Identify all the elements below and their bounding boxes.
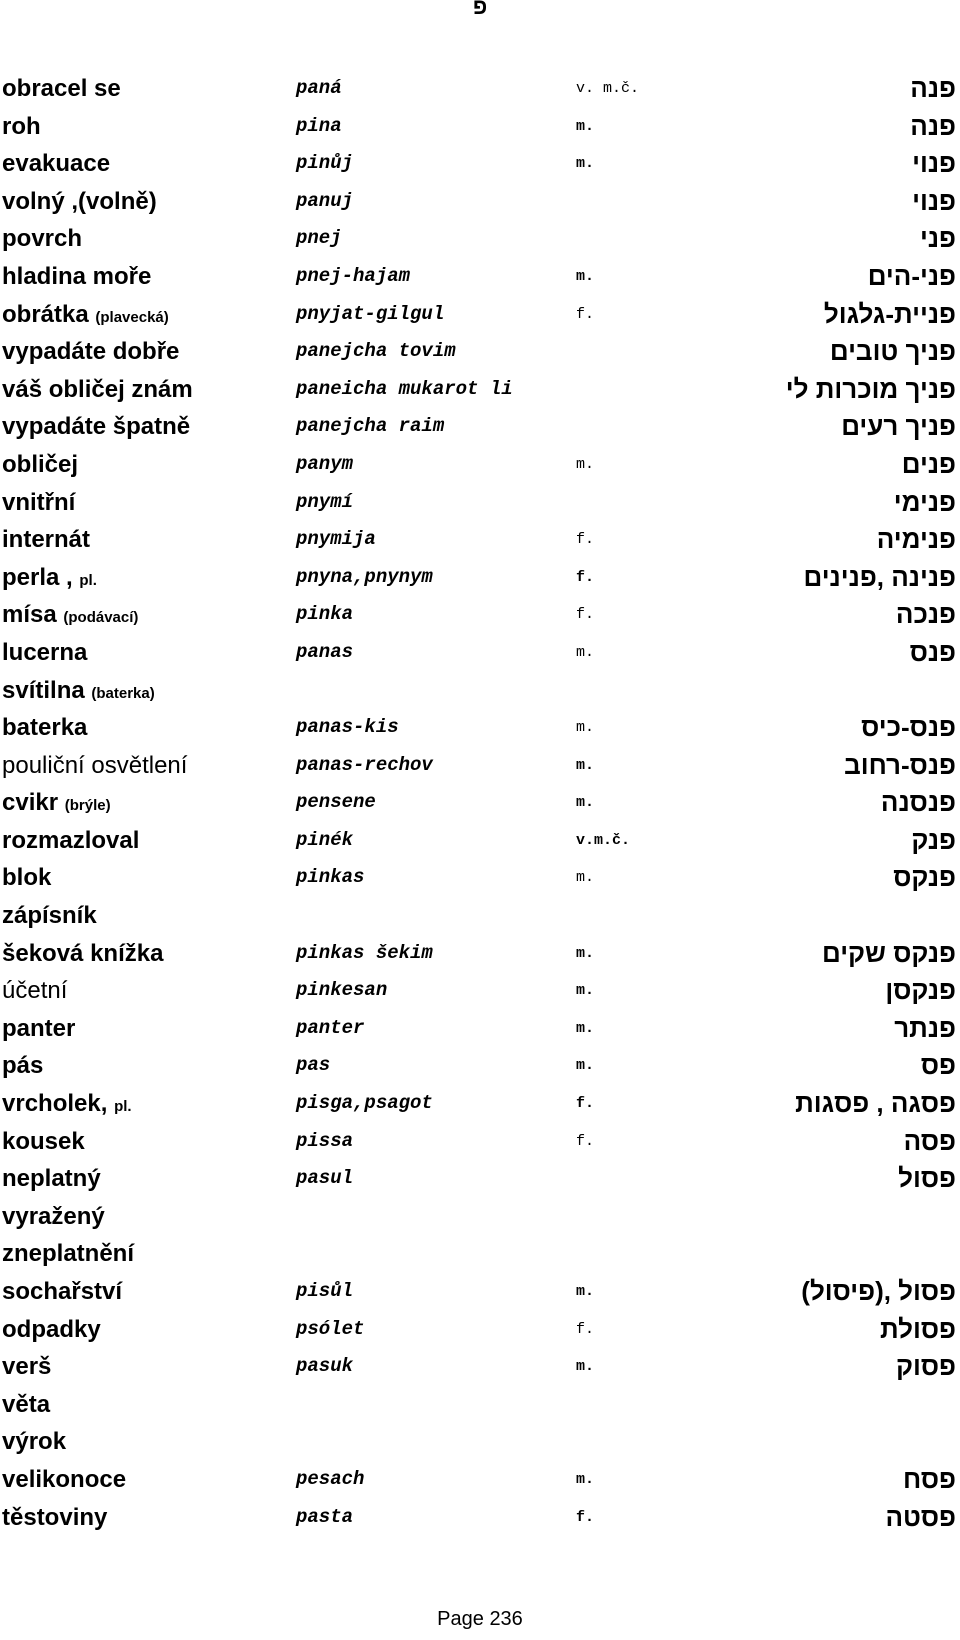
page-number: Page 236 xyxy=(437,1608,523,1630)
czech-term xyxy=(2,935,163,973)
czech-term xyxy=(2,1348,51,1386)
dictionary-entry xyxy=(0,1461,960,1499)
grammar-tag: f. xyxy=(576,568,595,586)
czech-term xyxy=(2,897,97,935)
czech-term-text: vypadáte dobře xyxy=(2,338,180,366)
czech-term-text: účetní xyxy=(2,977,68,1005)
hebrew-term: פנק xyxy=(911,824,956,855)
czech-term-text: internát xyxy=(2,526,91,554)
dictionary-entry xyxy=(0,1010,960,1048)
transliteration: pinkas xyxy=(296,866,365,889)
dictionary-entry xyxy=(0,408,960,446)
dictionary-entry xyxy=(0,822,960,860)
grammar-tag: m. xyxy=(576,1057,595,1075)
transliteration: pnyna,pnynym xyxy=(296,565,433,588)
grammar-tag: m. xyxy=(576,944,595,962)
grammar-tag: m. xyxy=(576,794,595,812)
czech-term-text: hladina moře xyxy=(2,262,152,290)
czech-term-text: blok xyxy=(2,864,52,892)
hebrew-term: פנוי xyxy=(912,148,956,179)
czech-term-text: pás xyxy=(2,1052,44,1080)
czech-term-text: cvikr xyxy=(2,789,59,817)
czech-term xyxy=(2,1499,107,1537)
dictionary-entry xyxy=(0,859,960,897)
dictionary-entry xyxy=(0,596,960,634)
dictionary-entry xyxy=(0,634,960,672)
czech-term xyxy=(2,1198,105,1236)
czech-term xyxy=(2,709,87,747)
czech-term xyxy=(2,1311,101,1349)
czech-term-text: roh xyxy=(2,112,41,140)
czech-term xyxy=(2,1085,132,1126)
transliteration: panas xyxy=(296,640,354,663)
czech-term xyxy=(2,822,139,860)
transliteration: pnej xyxy=(296,227,342,250)
dictionary-entry xyxy=(0,1311,960,1349)
czech-term-text: zneplatnění xyxy=(2,1240,135,1268)
transliteration: pnej-hajam xyxy=(296,264,411,287)
czech-term xyxy=(2,1461,126,1499)
czech-term-text: neplatný xyxy=(2,1165,101,1193)
dictionary-entry xyxy=(0,1423,960,1461)
hebrew-term: פנה xyxy=(910,110,956,141)
czech-term xyxy=(2,70,121,108)
czech-term-text: mísa xyxy=(2,601,57,629)
dictionary-entry xyxy=(0,1085,960,1123)
czech-term-note: (brýle) xyxy=(64,797,111,815)
czech-term xyxy=(2,484,75,522)
hebrew-term: פניית-גלגול xyxy=(823,298,956,329)
transliteration: panuj xyxy=(296,189,354,212)
hebrew-term: פנס xyxy=(909,636,956,667)
czech-term-text: vyražený xyxy=(2,1202,105,1230)
dictionary-entry xyxy=(0,70,960,108)
transliteration: pissa xyxy=(296,1129,354,1152)
czech-term-text: lucerna xyxy=(2,638,88,666)
hebrew-term: פנכה xyxy=(895,599,956,630)
hebrew-term: פנה xyxy=(910,73,956,103)
grammar-tag: f. xyxy=(576,531,595,549)
czech-term-text: věta xyxy=(2,1390,51,1418)
czech-term xyxy=(2,333,179,371)
dictionary-entry xyxy=(0,1499,960,1537)
dictionary-entry xyxy=(0,1235,960,1273)
dictionary-entry xyxy=(0,559,960,597)
czech-term-text: vnitřní xyxy=(2,488,76,516)
hebrew-term: פני-הים xyxy=(867,260,956,291)
czech-term-text: baterka xyxy=(2,714,88,742)
czech-term xyxy=(2,371,193,409)
dictionary-entry xyxy=(0,1047,960,1085)
transliteration: pnymí xyxy=(296,490,354,513)
dictionary-entry xyxy=(0,258,960,296)
czech-term xyxy=(2,1010,75,1048)
grammar-tag: m. xyxy=(576,1019,595,1037)
grammar-tag: f. xyxy=(576,305,595,323)
transliteration: pinkas šekim xyxy=(296,941,433,964)
czech-term xyxy=(2,1123,85,1161)
grammar-tag: m. xyxy=(576,267,595,285)
czech-term xyxy=(2,108,41,146)
czech-term-text: odpadky xyxy=(2,1315,101,1343)
czech-term-text: rozmazloval xyxy=(2,826,140,854)
transliteration: panter xyxy=(296,1016,365,1039)
dictionary-entry xyxy=(0,484,960,522)
hebrew-term: פסטה xyxy=(885,1501,956,1532)
dictionary-entry xyxy=(0,1348,960,1386)
dictionary-entry xyxy=(0,220,960,258)
hebrew-term: פנקס שקים xyxy=(822,937,956,968)
grammar-tag: m. xyxy=(576,719,595,737)
czech-term-note: (podávací) xyxy=(63,609,139,627)
transliteration: pasuk xyxy=(296,1355,354,1378)
grammar-tag: f. xyxy=(576,606,595,624)
section-letter: פ xyxy=(472,0,488,19)
grammar-tag: m. xyxy=(576,1283,595,1300)
czech-term-text: perla , xyxy=(2,563,73,591)
czech-term-text: evakuace xyxy=(2,150,111,178)
hebrew-term: פסולת xyxy=(880,1313,956,1344)
hebrew-term: פנקסן xyxy=(885,975,956,1006)
dictionary-entry xyxy=(0,1198,960,1236)
czech-term xyxy=(2,747,187,785)
hebrew-term: פנס-רחוב xyxy=(844,749,956,780)
grammar-tag: m. xyxy=(576,455,595,473)
czech-term xyxy=(2,1273,122,1311)
hebrew-term: פנסנה xyxy=(880,787,956,818)
hebrew-term: פסול ,(פיסול) xyxy=(801,1276,956,1306)
czech-term-text: obracel se xyxy=(2,75,121,102)
dictionary-entry xyxy=(0,709,960,747)
czech-term-text: šeková knížka xyxy=(2,939,164,967)
transliteration: paneicha mukarot li xyxy=(296,377,513,400)
czech-term-text: svítilna xyxy=(2,676,85,704)
hebrew-term: פסול xyxy=(898,1163,956,1194)
czech-term-text: vrcholek, xyxy=(2,1090,115,1118)
czech-term xyxy=(2,258,151,296)
transliteration: panym xyxy=(296,452,354,475)
czech-term xyxy=(2,1160,101,1198)
dictionary-entry xyxy=(0,1160,960,1198)
transliteration: pnymija xyxy=(296,528,376,551)
hebrew-term: פסוק xyxy=(896,1351,956,1382)
hebrew-term: פניך טובים xyxy=(829,336,956,367)
czech-term xyxy=(2,446,78,484)
czech-term-text: kousek xyxy=(2,1127,85,1155)
dictionary-entry xyxy=(0,747,960,785)
transliteration: panas-kis xyxy=(296,716,399,739)
hebrew-term: פסגה , פסגות xyxy=(795,1088,956,1119)
hebrew-term: פנימי xyxy=(893,486,956,517)
grammar-tag: m. xyxy=(576,155,595,173)
hebrew-term: פסה xyxy=(903,1125,956,1156)
czech-term-text: obličej xyxy=(2,450,79,478)
hebrew-term: פנתר xyxy=(894,1012,956,1043)
czech-term-text: výrok xyxy=(2,1428,67,1456)
transliteration: pinkesan xyxy=(296,979,388,1002)
transliteration: pas xyxy=(296,1054,331,1077)
dictionary-entry xyxy=(0,784,960,822)
dictionary-entry xyxy=(0,972,960,1010)
transliteration: pisga,psagot xyxy=(296,1092,433,1115)
czech-term xyxy=(2,1235,134,1273)
czech-term xyxy=(2,145,110,183)
czech-term-text: obrátka xyxy=(2,300,89,328)
transliteration: pina xyxy=(296,114,342,137)
hebrew-term: פס xyxy=(920,1050,956,1081)
czech-term-note: pl. xyxy=(114,1098,132,1116)
dictionary-entry xyxy=(0,371,960,409)
czech-term xyxy=(2,183,157,221)
czech-term-note: pl. xyxy=(79,571,97,589)
dictionary-entry xyxy=(0,1386,960,1424)
transliteration: panejcha tovim xyxy=(296,340,456,363)
transliteration: pesach xyxy=(296,1467,365,1490)
czech-term xyxy=(2,220,82,258)
transliteration: pisůl xyxy=(296,1280,354,1302)
czech-term xyxy=(2,1047,43,1085)
czech-term-text: pouliční osvětlení xyxy=(2,751,188,779)
dictionary-entry xyxy=(0,935,960,973)
hebrew-term: פני xyxy=(919,223,956,254)
dictionary-entry xyxy=(0,672,960,710)
czech-term xyxy=(2,521,90,559)
czech-term xyxy=(2,784,111,825)
dictionary-entry xyxy=(0,333,960,371)
dictionary-entry xyxy=(0,296,960,334)
czech-term xyxy=(2,859,51,897)
grammar-tag: f. xyxy=(576,1132,595,1150)
grammar-tag: m. xyxy=(576,1470,595,1488)
transliteration: pasta xyxy=(296,1505,354,1528)
czech-term-text: povrch xyxy=(2,225,83,253)
czech-term-text: volný ,(volně) xyxy=(2,187,157,215)
grammar-tag: f. xyxy=(576,1095,595,1113)
hebrew-term: פנקס xyxy=(893,862,956,893)
hebrew-term: פנוי xyxy=(912,185,956,216)
grammar-tag: v. m.č. xyxy=(576,80,640,97)
transliteration: pinka xyxy=(296,603,354,626)
hebrew-term: פנימיה xyxy=(876,524,956,555)
dictionary-entries xyxy=(0,70,960,1536)
hebrew-term: פניך מוכרות לי xyxy=(785,373,956,404)
czech-term xyxy=(2,972,67,1010)
grammar-tag: f. xyxy=(576,1508,595,1526)
czech-term-text: vypadáte špatně xyxy=(2,413,191,441)
czech-term-text: panter xyxy=(2,1014,76,1042)
hebrew-term: פנים xyxy=(901,448,956,479)
grammar-tag: m. xyxy=(576,643,595,661)
czech-term-text: velikonoce xyxy=(2,1465,127,1493)
czech-term-note: (plavecká) xyxy=(95,308,169,326)
dictionary-entry xyxy=(0,1123,960,1161)
czech-term-text: sochařství xyxy=(2,1278,123,1305)
czech-term-text: verš xyxy=(2,1353,52,1381)
transliteration: pinék xyxy=(296,828,354,851)
czech-term xyxy=(2,296,169,337)
transliteration: pensene xyxy=(296,791,376,814)
dictionary-entry xyxy=(0,145,960,183)
czech-term-text: zápísník xyxy=(2,902,97,930)
czech-term xyxy=(2,634,87,672)
transliteration: paná xyxy=(296,77,342,99)
czech-term xyxy=(2,408,190,446)
czech-term-text: těstoviny xyxy=(2,1503,108,1531)
czech-term-note: (baterka) xyxy=(91,684,155,702)
grammar-tag: f. xyxy=(576,1320,595,1338)
dictionary-entry xyxy=(0,1273,960,1311)
czech-term xyxy=(2,1423,66,1461)
dictionary-entry xyxy=(0,521,960,559)
czech-term xyxy=(2,1386,50,1424)
hebrew-term: פניך רעים xyxy=(841,411,956,442)
dictionary-entry xyxy=(0,108,960,146)
transliteration: pnyjat-gilgul xyxy=(296,302,445,325)
transliteration: pinůj xyxy=(296,152,354,175)
hebrew-term: פנינה ,פנינים xyxy=(803,561,956,592)
transliteration: psólet xyxy=(296,1317,365,1340)
czech-term xyxy=(2,672,155,713)
grammar-tag: m. xyxy=(576,982,595,1000)
transliteration: pasul xyxy=(296,1167,354,1190)
czech-term xyxy=(2,559,97,600)
czech-term-text: váš obličej znám xyxy=(2,375,193,403)
transliteration: panejcha raim xyxy=(296,415,445,438)
grammar-tag: m. xyxy=(576,1358,595,1376)
czech-term xyxy=(2,596,138,637)
grammar-tag: m. xyxy=(576,756,595,774)
hebrew-term: פנס-כיס xyxy=(861,712,956,743)
dictionary-entry xyxy=(0,897,960,935)
transliteration: panas-rechov xyxy=(296,753,433,776)
grammar-tag: m. xyxy=(576,117,595,135)
dictionary-entry xyxy=(0,183,960,221)
hebrew-term: פסח xyxy=(902,1463,956,1494)
grammar-tag: m. xyxy=(576,869,595,887)
dictionary-entry xyxy=(0,446,960,484)
grammar-tag: v.m.č. xyxy=(576,831,631,849)
